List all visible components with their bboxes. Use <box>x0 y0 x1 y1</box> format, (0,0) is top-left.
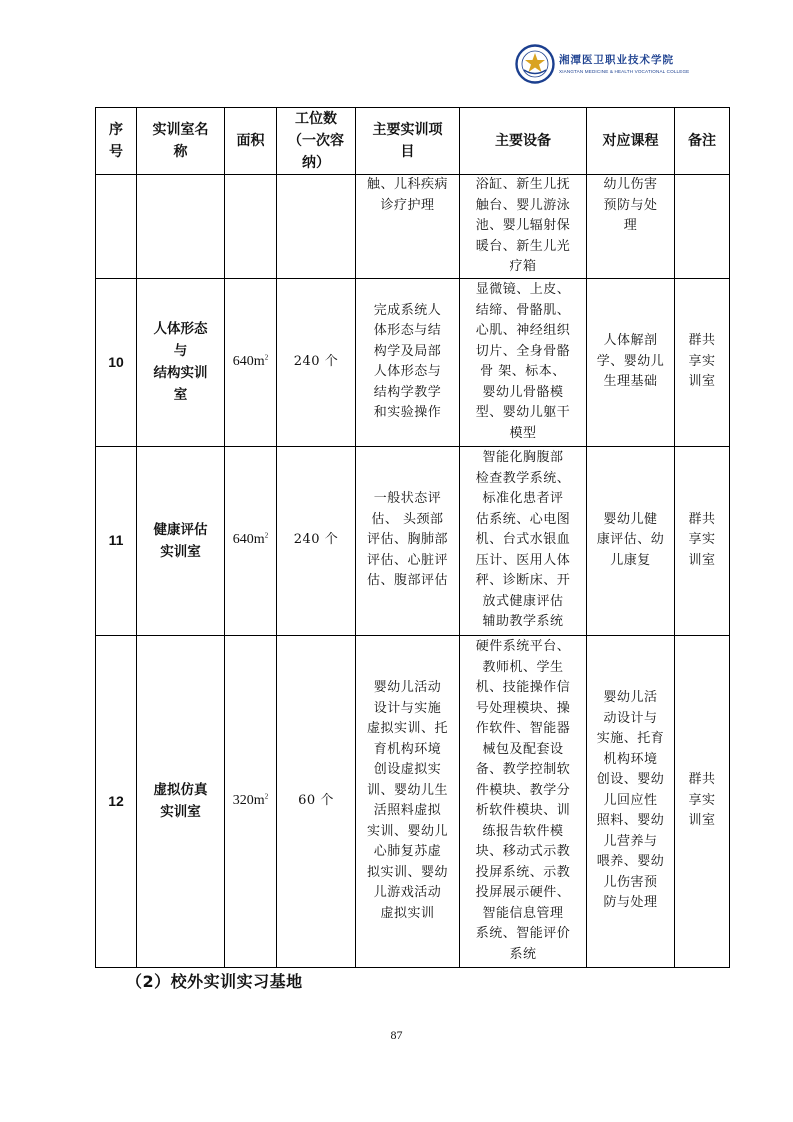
cell-remarks: 群共 享实 训室 <box>675 635 730 967</box>
cell-room-name: 健康评估 实训室 <box>137 446 225 635</box>
table-row <box>96 446 730 635</box>
section-heading: （2）校外实训实习基地 <box>126 972 303 991</box>
cell-courses: 婴幼儿活 动设计与 实施、托育 机构环境 创设、婴幼 儿回应性 照料、婴幼 儿营养与 喂养、婴幼 儿伤害预 防与处理 <box>587 635 675 967</box>
cell-projects: 婴幼儿活动 设计与实施 虚拟实训、托 育机构环境 创设虚拟实 训、婴幼儿生 活照料虚拟 实训、婴幼儿 心肺复苏虚 拟实训、婴幼 儿游戏活动 虚拟实训 <box>356 635 460 967</box>
cell-stations: 240 个 <box>277 278 356 446</box>
cell-courses: 人体解剖 学、婴幼儿 生理基础 <box>587 278 675 446</box>
table-row <box>96 278 730 446</box>
logo-chinese-name: 湘潭医卫职业技术学院 <box>559 54 674 66</box>
cell-projects: 一般状态评 估、 头颈部 评估、胸肺部 评估、心脏评 估、腹部评估 <box>356 446 460 635</box>
cell-seq: 10 <box>96 278 137 446</box>
cell-equipment: 浴缸、新生儿抚 触台、婴儿游泳 池、婴儿辐射保 暖台、新生儿光 疗箱 <box>460 175 587 279</box>
header-equipment: 主要设备 <box>460 108 587 175</box>
training-room-table <box>95 107 730 968</box>
cell-projects: 触、儿科疾病 诊疗护理 <box>356 175 460 279</box>
college-emblem-icon <box>515 44 555 84</box>
cell-remarks: 群共 享实 训室 <box>675 446 730 635</box>
header-seq: 序 号 <box>96 108 137 175</box>
cell-stations: 240 个 <box>277 446 356 635</box>
header-remarks: 备注 <box>675 108 730 175</box>
table-row <box>96 175 730 279</box>
cell-area: $320m^2$ <box>225 635 277 967</box>
cell-seq <box>96 175 137 279</box>
header-area: 面积 <box>225 108 277 175</box>
header-projects: 主要实训项 目 <box>356 108 460 175</box>
cell-stations <box>277 175 356 279</box>
header-stations: 工位数 （一次容 纳） <box>277 108 356 175</box>
college-logo <box>515 44 695 84</box>
cell-seq: 12 <box>96 635 137 967</box>
cell-courses: 幼儿伤害 预防与处 理 <box>587 175 675 279</box>
cell-courses: 婴幼儿健 康评估、幼 儿康复 <box>587 446 675 635</box>
cell-room-name: 人体形态 与 结构实训 室 <box>137 278 225 446</box>
cell-room-name <box>137 175 225 279</box>
cell-equipment: 硬件系统平台、 教师机、学生 机、技能操作信 号处理模块、操 作软件、智能器 械包及配套设 备、教学控制软 件模块、教学分 析软件模块、训 练报告软件模 块、移动式示教 投屏系统、示教 投屏展示硬件、 智能信息管理 系统、智能评价 系统 <box>460 635 587 967</box>
cell-stations: 60 个 <box>277 635 356 967</box>
header-room-name: 实训室名 称 <box>137 108 225 175</box>
page-number: 87 <box>390 1028 403 1042</box>
cell-seq: 11 <box>96 446 137 635</box>
cell-area: $640m^2$ <box>225 446 277 635</box>
cell-equipment: 智能化胸腹部 检查教学系统、 标准化患者评 估系统、心电图 机、台式水银血 压计、医用人体 秤、诊断床、开 放式健康评估 辅助教学系统 <box>460 446 587 635</box>
cell-area: $640m^2$ <box>225 278 277 446</box>
cell-equipment: 显微镜、上皮、 结缔、骨骼肌、 心肌、神经组织 切片、全身骨骼 骨 架、标本、 婴幼儿骨骼模 型、婴幼儿躯干 模型 <box>460 278 587 446</box>
cell-projects: 完成系统人 体形态与结 构学及局部 人体形态与 结构学教学 和实验操作 <box>356 278 460 446</box>
table-header-row <box>96 108 730 175</box>
cell-remarks <box>675 175 730 279</box>
logo-english-name: XIANGTAN MEDICINE & HEALTH VOCATIONAL COLLEGE <box>559 69 690 74</box>
table-row <box>96 635 730 967</box>
cell-area <box>225 175 277 279</box>
header-courses: 对应课程 <box>587 108 675 175</box>
cell-remarks: 群共 享实 训室 <box>675 278 730 446</box>
cell-room-name: 虚拟仿真 实训室 <box>137 635 225 967</box>
